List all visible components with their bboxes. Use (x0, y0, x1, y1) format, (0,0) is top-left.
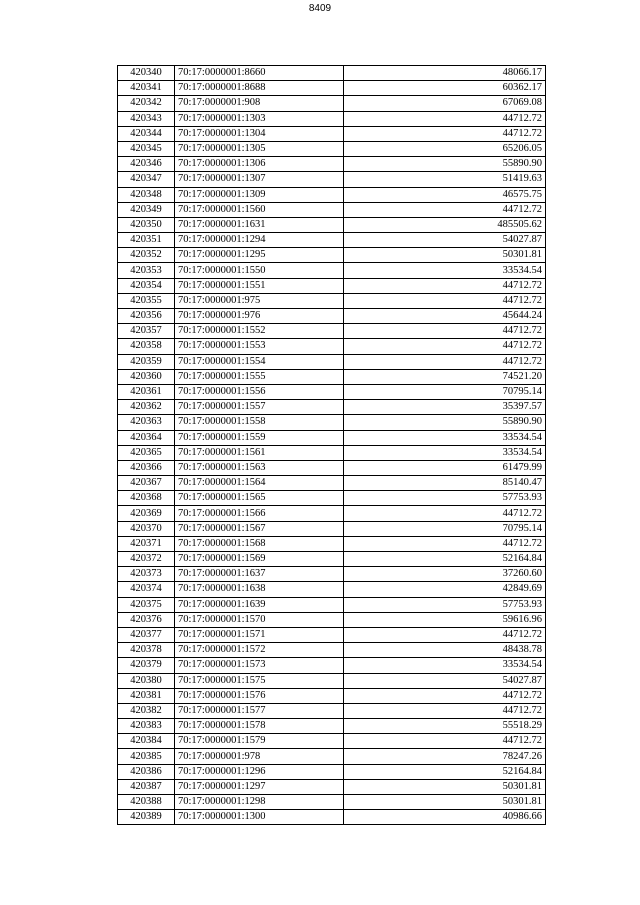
amount-cell: 44712.72 (344, 324, 546, 339)
amount-cell: 33534.54 (344, 430, 546, 445)
amount-cell: 55518.29 (344, 719, 546, 734)
amount-cell: 485505.62 (344, 217, 546, 232)
cadastral-number-cell: 70:17:0000001:1577 (175, 703, 344, 718)
cadastral-number-cell: 70:17:0000001:1565 (175, 491, 344, 506)
table-row (118, 688, 546, 703)
cadastral-number-cell: 70:17:0000001:1294 (175, 233, 344, 248)
cadastral-number-cell: 70:17:0000001:1295 (175, 248, 344, 263)
table-row (118, 293, 546, 308)
row-number-cell: 420388 (118, 795, 175, 810)
row-number-cell: 420366 (118, 460, 175, 475)
row-number-cell: 420346 (118, 157, 175, 172)
table-row (118, 506, 546, 521)
table-row (118, 202, 546, 217)
amount-cell: 44712.72 (344, 688, 546, 703)
cadastral-number-cell: 70:17:0000001:1564 (175, 476, 344, 491)
cadastral-number-cell: 70:17:0000001:975 (175, 293, 344, 308)
amount-cell: 52164.84 (344, 552, 546, 567)
amount-cell: 59616.96 (344, 612, 546, 627)
amount-cell: 85140.47 (344, 476, 546, 491)
table-row (118, 779, 546, 794)
cadastral-number-cell: 70:17:0000001:1309 (175, 187, 344, 202)
row-number-cell: 420369 (118, 506, 175, 521)
table-row (118, 157, 546, 172)
row-number-cell: 420385 (118, 749, 175, 764)
amount-cell: 44712.72 (344, 126, 546, 141)
cadastral-number-cell: 70:17:0000001:1297 (175, 779, 344, 794)
cadastral-number-cell: 70:17:0000001:1303 (175, 111, 344, 126)
cadastral-number-cell: 70:17:0000001:976 (175, 309, 344, 324)
cadastral-number-cell: 70:17:0000001:1559 (175, 430, 344, 445)
row-number-cell: 420375 (118, 597, 175, 612)
amount-cell: 50301.81 (344, 779, 546, 794)
cadastral-number-cell: 70:17:0000001:1298 (175, 795, 344, 810)
amount-cell: 44712.72 (344, 506, 546, 521)
amount-cell: 70795.14 (344, 384, 546, 399)
cadastral-number-cell: 70:17:0000001:1558 (175, 415, 344, 430)
cadastral-number-cell: 70:17:0000001:1631 (175, 217, 344, 232)
cadastral-number-cell: 70:17:0000001:1553 (175, 339, 344, 354)
amount-cell: 50301.81 (344, 248, 546, 263)
row-number-cell: 420386 (118, 764, 175, 779)
registry-table (117, 65, 546, 825)
row-number-cell: 420370 (118, 521, 175, 536)
table-row (118, 354, 546, 369)
table-row (118, 96, 546, 111)
cadastral-number-cell: 70:17:0000001:1569 (175, 552, 344, 567)
amount-cell: 44712.72 (344, 111, 546, 126)
row-number-cell: 420389 (118, 810, 175, 825)
table-row (118, 795, 546, 810)
cadastral-number-cell: 70:17:0000001:1637 (175, 567, 344, 582)
cadastral-number-cell: 70:17:0000001:1639 (175, 597, 344, 612)
table-row (118, 324, 546, 339)
cadastral-number-cell: 70:17:0000001:978 (175, 749, 344, 764)
cadastral-number-cell: 70:17:0000001:1578 (175, 719, 344, 734)
cadastral-number-cell: 70:17:0000001:1568 (175, 536, 344, 551)
table-row (118, 81, 546, 96)
table-row (118, 582, 546, 597)
cadastral-number-cell: 70:17:0000001:1570 (175, 612, 344, 627)
row-number-cell: 420377 (118, 627, 175, 642)
row-number-cell: 420359 (118, 354, 175, 369)
row-number-cell: 420380 (118, 673, 175, 688)
cadastral-number-cell: 70:17:0000001:1560 (175, 202, 344, 217)
amount-cell: 44712.72 (344, 293, 546, 308)
row-number-cell: 420347 (118, 172, 175, 187)
cadastral-number-cell: 70:17:0000001:1305 (175, 141, 344, 156)
table-row (118, 187, 546, 202)
cadastral-number-cell: 70:17:0000001:1306 (175, 157, 344, 172)
row-number-cell: 420371 (118, 536, 175, 551)
table-row (118, 309, 546, 324)
row-number-cell: 420358 (118, 339, 175, 354)
cadastral-number-cell: 70:17:0000001:1563 (175, 460, 344, 475)
table-row (118, 703, 546, 718)
cadastral-number-cell: 70:17:0000001:1550 (175, 263, 344, 278)
row-number-cell: 420372 (118, 552, 175, 567)
row-number-cell: 420352 (118, 248, 175, 263)
cadastral-number-cell: 70:17:0000001:1300 (175, 810, 344, 825)
table-row (118, 66, 546, 81)
table-row (118, 552, 546, 567)
table-row (118, 248, 546, 263)
cadastral-number-cell: 70:17:0000001:1573 (175, 658, 344, 673)
amount-cell: 33534.54 (344, 263, 546, 278)
amount-cell: 54027.87 (344, 233, 546, 248)
table-row (118, 415, 546, 430)
cadastral-number-cell: 70:17:0000001:1307 (175, 172, 344, 187)
row-number-cell: 420357 (118, 324, 175, 339)
table-row (118, 597, 546, 612)
table-row (118, 810, 546, 825)
row-number-cell: 420361 (118, 384, 175, 399)
row-number-cell: 420368 (118, 491, 175, 506)
cadastral-number-cell: 70:17:0000001:1576 (175, 688, 344, 703)
row-number-cell: 420350 (118, 217, 175, 232)
table-row (118, 719, 546, 734)
amount-cell: 60362.17 (344, 81, 546, 96)
row-number-cell: 420379 (118, 658, 175, 673)
table-row (118, 233, 546, 248)
amount-cell: 74521.20 (344, 369, 546, 384)
row-number-cell: 420367 (118, 476, 175, 491)
row-number-cell: 420378 (118, 643, 175, 658)
cadastral-number-cell: 70:17:0000001:1567 (175, 521, 344, 536)
row-number-cell: 420387 (118, 779, 175, 794)
row-number-cell: 420365 (118, 445, 175, 460)
cadastral-number-cell: 70:17:0000001:1296 (175, 764, 344, 779)
row-number-cell: 420341 (118, 81, 175, 96)
row-number-cell: 420355 (118, 293, 175, 308)
row-number-cell: 420349 (118, 202, 175, 217)
amount-cell: 57753.93 (344, 491, 546, 506)
amount-cell: 45644.24 (344, 309, 546, 324)
table-row (118, 749, 546, 764)
amount-cell: 57753.93 (344, 597, 546, 612)
row-number-cell: 420351 (118, 233, 175, 248)
table-row (118, 111, 546, 126)
amount-cell: 37260.60 (344, 567, 546, 582)
amount-cell: 33534.54 (344, 658, 546, 673)
cadastral-number-cell: 70:17:0000001:1566 (175, 506, 344, 521)
amount-cell: 46575.75 (344, 187, 546, 202)
table-row (118, 612, 546, 627)
table-row (118, 658, 546, 673)
cadastral-number-cell: 70:17:0000001:1551 (175, 278, 344, 293)
amount-cell: 61479.99 (344, 460, 546, 475)
cadastral-number-cell: 70:17:0000001:908 (175, 96, 344, 111)
amount-cell: 48066.17 (344, 66, 546, 81)
amount-cell: 44712.72 (344, 627, 546, 642)
table-row (118, 627, 546, 642)
row-number-cell: 420343 (118, 111, 175, 126)
table-row (118, 734, 546, 749)
row-number-cell: 420383 (118, 719, 175, 734)
row-number-cell: 420373 (118, 567, 175, 582)
amount-cell: 78247.26 (344, 749, 546, 764)
table-row (118, 430, 546, 445)
row-number-cell: 420342 (118, 96, 175, 111)
table-row (118, 141, 546, 156)
table-row (118, 126, 546, 141)
amount-cell: 44712.72 (344, 278, 546, 293)
amount-cell: 35397.57 (344, 400, 546, 415)
cadastral-number-cell: 70:17:0000001:1556 (175, 384, 344, 399)
amount-cell: 65206.05 (344, 141, 546, 156)
amount-cell: 54027.87 (344, 673, 546, 688)
amount-cell: 33534.54 (344, 445, 546, 460)
cadastral-number-cell: 70:17:0000001:1575 (175, 673, 344, 688)
cadastral-number-cell: 70:17:0000001:1555 (175, 369, 344, 384)
cadastral-number-cell: 70:17:0000001:1579 (175, 734, 344, 749)
page-number: 8409 (308, 3, 332, 14)
table-row (118, 445, 546, 460)
amount-cell: 55890.90 (344, 157, 546, 172)
row-number-cell: 420381 (118, 688, 175, 703)
table-row (118, 172, 546, 187)
cadastral-number-cell: 70:17:0000001:1304 (175, 126, 344, 141)
amount-cell: 52164.84 (344, 764, 546, 779)
amount-cell: 44712.72 (344, 536, 546, 551)
cadastral-number-cell: 70:17:0000001:1557 (175, 400, 344, 415)
cadastral-number-cell: 70:17:0000001:1572 (175, 643, 344, 658)
row-number-cell: 420354 (118, 278, 175, 293)
row-number-cell: 420376 (118, 612, 175, 627)
cadastral-number-cell: 70:17:0000001:8688 (175, 81, 344, 96)
table-row (118, 384, 546, 399)
table-row (118, 460, 546, 475)
amount-cell: 40986.66 (344, 810, 546, 825)
amount-cell: 55890.90 (344, 415, 546, 430)
cadastral-number-cell: 70:17:0000001:1552 (175, 324, 344, 339)
table-row (118, 673, 546, 688)
cadastral-number-cell: 70:17:0000001:1561 (175, 445, 344, 460)
cadastral-number-cell: 70:17:0000001:1571 (175, 627, 344, 642)
amount-cell: 51419.63 (344, 172, 546, 187)
row-number-cell: 420345 (118, 141, 175, 156)
row-number-cell: 420364 (118, 430, 175, 445)
table-row (118, 536, 546, 551)
table-row (118, 643, 546, 658)
registry-table-body (118, 66, 546, 825)
amount-cell: 44712.72 (344, 339, 546, 354)
amount-cell: 44712.72 (344, 703, 546, 718)
row-number-cell: 420356 (118, 309, 175, 324)
amount-cell: 42849.69 (344, 582, 546, 597)
amount-cell: 48438.78 (344, 643, 546, 658)
row-number-cell: 420360 (118, 369, 175, 384)
table-row (118, 476, 546, 491)
row-number-cell: 420344 (118, 126, 175, 141)
amount-cell: 44712.72 (344, 354, 546, 369)
table-row (118, 567, 546, 582)
row-number-cell: 420348 (118, 187, 175, 202)
row-number-cell: 420340 (118, 66, 175, 81)
table-row (118, 400, 546, 415)
table-row (118, 217, 546, 232)
row-number-cell: 420353 (118, 263, 175, 278)
row-number-cell: 420374 (118, 582, 175, 597)
amount-cell: 44712.72 (344, 202, 546, 217)
amount-cell: 50301.81 (344, 795, 546, 810)
table-row (118, 263, 546, 278)
amount-cell: 67069.08 (344, 96, 546, 111)
cadastral-number-cell: 70:17:0000001:1554 (175, 354, 344, 369)
table-row (118, 521, 546, 536)
cadastral-number-cell: 70:17:0000001:1638 (175, 582, 344, 597)
table-row (118, 491, 546, 506)
row-number-cell: 420384 (118, 734, 175, 749)
table-row (118, 339, 546, 354)
row-number-cell: 420363 (118, 415, 175, 430)
row-number-cell: 420362 (118, 400, 175, 415)
amount-cell: 44712.72 (344, 734, 546, 749)
amount-cell: 70795.14 (344, 521, 546, 536)
table-row (118, 278, 546, 293)
table-row (118, 764, 546, 779)
cadastral-number-cell: 70:17:0000001:8660 (175, 66, 344, 81)
row-number-cell: 420382 (118, 703, 175, 718)
table-row (118, 369, 546, 384)
